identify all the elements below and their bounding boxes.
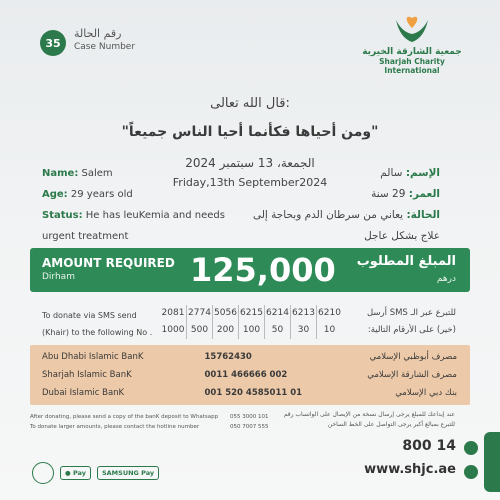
footer-note-ar-1: عند إيداعك للمبلغ يرجى إرسال نسخة من الإيصال على الواتساب رقم (283, 411, 455, 418)
bank-row (42, 352, 457, 362)
globe-icon (464, 465, 478, 479)
age-value: 29 years old (70, 189, 133, 200)
status-label-ar: الحالة: (406, 209, 440, 221)
sms-numbers-grid (160, 305, 342, 339)
sms-amount: 500 (186, 322, 212, 339)
bank-name-en: Abu Dhabi Islamic BanK (42, 352, 144, 362)
amount-label-en: AMOUNT REQUIRED (42, 256, 175, 270)
sms-number: 5056 (212, 305, 238, 322)
name-label: Name: (42, 168, 79, 179)
hotline[interactable]: 800 14 (402, 438, 456, 454)
name-value: Salem (81, 168, 113, 179)
name-label-ar: الإسم: (405, 167, 440, 179)
logo-name-en: Sharjah Charity International (379, 57, 445, 75)
sms-line-2: (Khair) to the following No . (42, 328, 153, 337)
case-info-ar (240, 163, 440, 247)
hands-heart-icon (392, 10, 432, 46)
bank-account: 15762430 (204, 352, 252, 362)
sms-line-1: To donate via SMS send (42, 311, 137, 320)
side-tab (484, 432, 500, 492)
status-label: Status: (42, 210, 83, 221)
age-label: Age: (42, 189, 68, 200)
sms-instructions-ar (367, 305, 456, 339)
amount-currency-ar: درهم (436, 274, 456, 284)
status-value: He has leuKemia and needs urgent treatment (42, 210, 225, 242)
contactless-icon (32, 462, 54, 484)
name-value-ar: سالم (380, 167, 403, 179)
payment-logos (32, 462, 159, 484)
sms-number: 6210 (316, 305, 342, 322)
sms-amount: 50 (264, 322, 290, 339)
apple-pay-badge (60, 466, 91, 480)
verse-text: "ومن أحياها فكأنما أحيا الناس جميعاً" (121, 124, 379, 140)
sms-amount: 1000 (161, 325, 185, 335)
bank-name-en: Dubai Islamic BanK (42, 388, 125, 398)
sms-number: 6213 (290, 305, 316, 322)
footer-note-1: After donating, please send a copy of the banK deposit to Whatsapp (30, 414, 219, 420)
bank-name-ar: مصرف أبوظبي الإسلامي (369, 352, 457, 362)
logo-name-ar: جمعية الشارقة الخيرية (362, 47, 462, 57)
sms-amount: 100 (238, 322, 264, 339)
bank-name-en: Sharjah Islamic BanK (42, 370, 132, 380)
case-info-en (42, 163, 242, 247)
bank-account: 001 520 4585011 01 (204, 388, 303, 398)
apple-pay-label: Pay (72, 469, 86, 477)
samsung-pay-badge: SAMSUNG Pay (97, 466, 159, 480)
footer-notes-ar (284, 410, 455, 430)
bank-row (42, 370, 457, 380)
case-label-ar: رقم الحالة (74, 27, 122, 40)
hotline-number-small: 050 7007 555 (230, 424, 269, 430)
sms-number: 2081 (161, 308, 185, 318)
footer-note-ar-2: للتبرع بمبالغ أكبر يرجى التواصل على الخط الساخن (327, 421, 455, 428)
amount-currency-en: Dirham (42, 272, 75, 282)
apple-icon: ● (65, 469, 71, 477)
status-value-ar: يعاني من سرطان الدم وبحاجة إلى علاج بشكل عاجل (252, 209, 440, 242)
case-label-en: Case Number (74, 42, 136, 52)
whatsapp-number: 055 3000 101 (230, 414, 269, 420)
sms-number: 6215 (238, 305, 264, 322)
website-link[interactable]: www.shjc.ae (364, 462, 456, 477)
sms-instructions-en (42, 307, 152, 341)
footer-note-2: To donate larger amounts, please contact the hotline number (30, 424, 200, 430)
amount-value: 125,000 (190, 251, 336, 289)
bank-name-ar: بنك دبي الإسلامي (395, 388, 457, 398)
sms-number: 6214 (264, 305, 290, 322)
age-value-ar: 29 سنة (371, 188, 406, 200)
bank-name-ar: مصرف الشارقة الإسلامي (367, 370, 457, 380)
sms-amount: 30 (290, 322, 316, 339)
amount-label-ar: المبلغ المطلوب (356, 254, 456, 269)
sms-line-ar-2: (خير) على الأرقام التالية: (367, 325, 456, 335)
sms-amount: 10 (316, 322, 342, 339)
age-label-ar: العمر: (408, 188, 440, 200)
sms-line-ar-1: للتبرع عبر الـ SMS أرسل (366, 308, 456, 318)
case-number-badge: 35 (40, 30, 66, 56)
phone-icon (464, 441, 478, 455)
sms-number: 2774 (186, 305, 212, 322)
footer-notes-en (30, 412, 218, 432)
date-en: Friday,13th September2024 (172, 176, 328, 189)
date-ar: الجمعة، 13 سبتمبر 2024 (185, 156, 315, 170)
verse-intro: قال الله تعالى: (210, 96, 290, 111)
footer-numbers (230, 412, 269, 432)
charity-logo (352, 10, 472, 76)
bank-row (42, 388, 457, 398)
bank-account: 0011 466666 002 (204, 370, 288, 380)
sms-amount: 200 (212, 322, 238, 339)
